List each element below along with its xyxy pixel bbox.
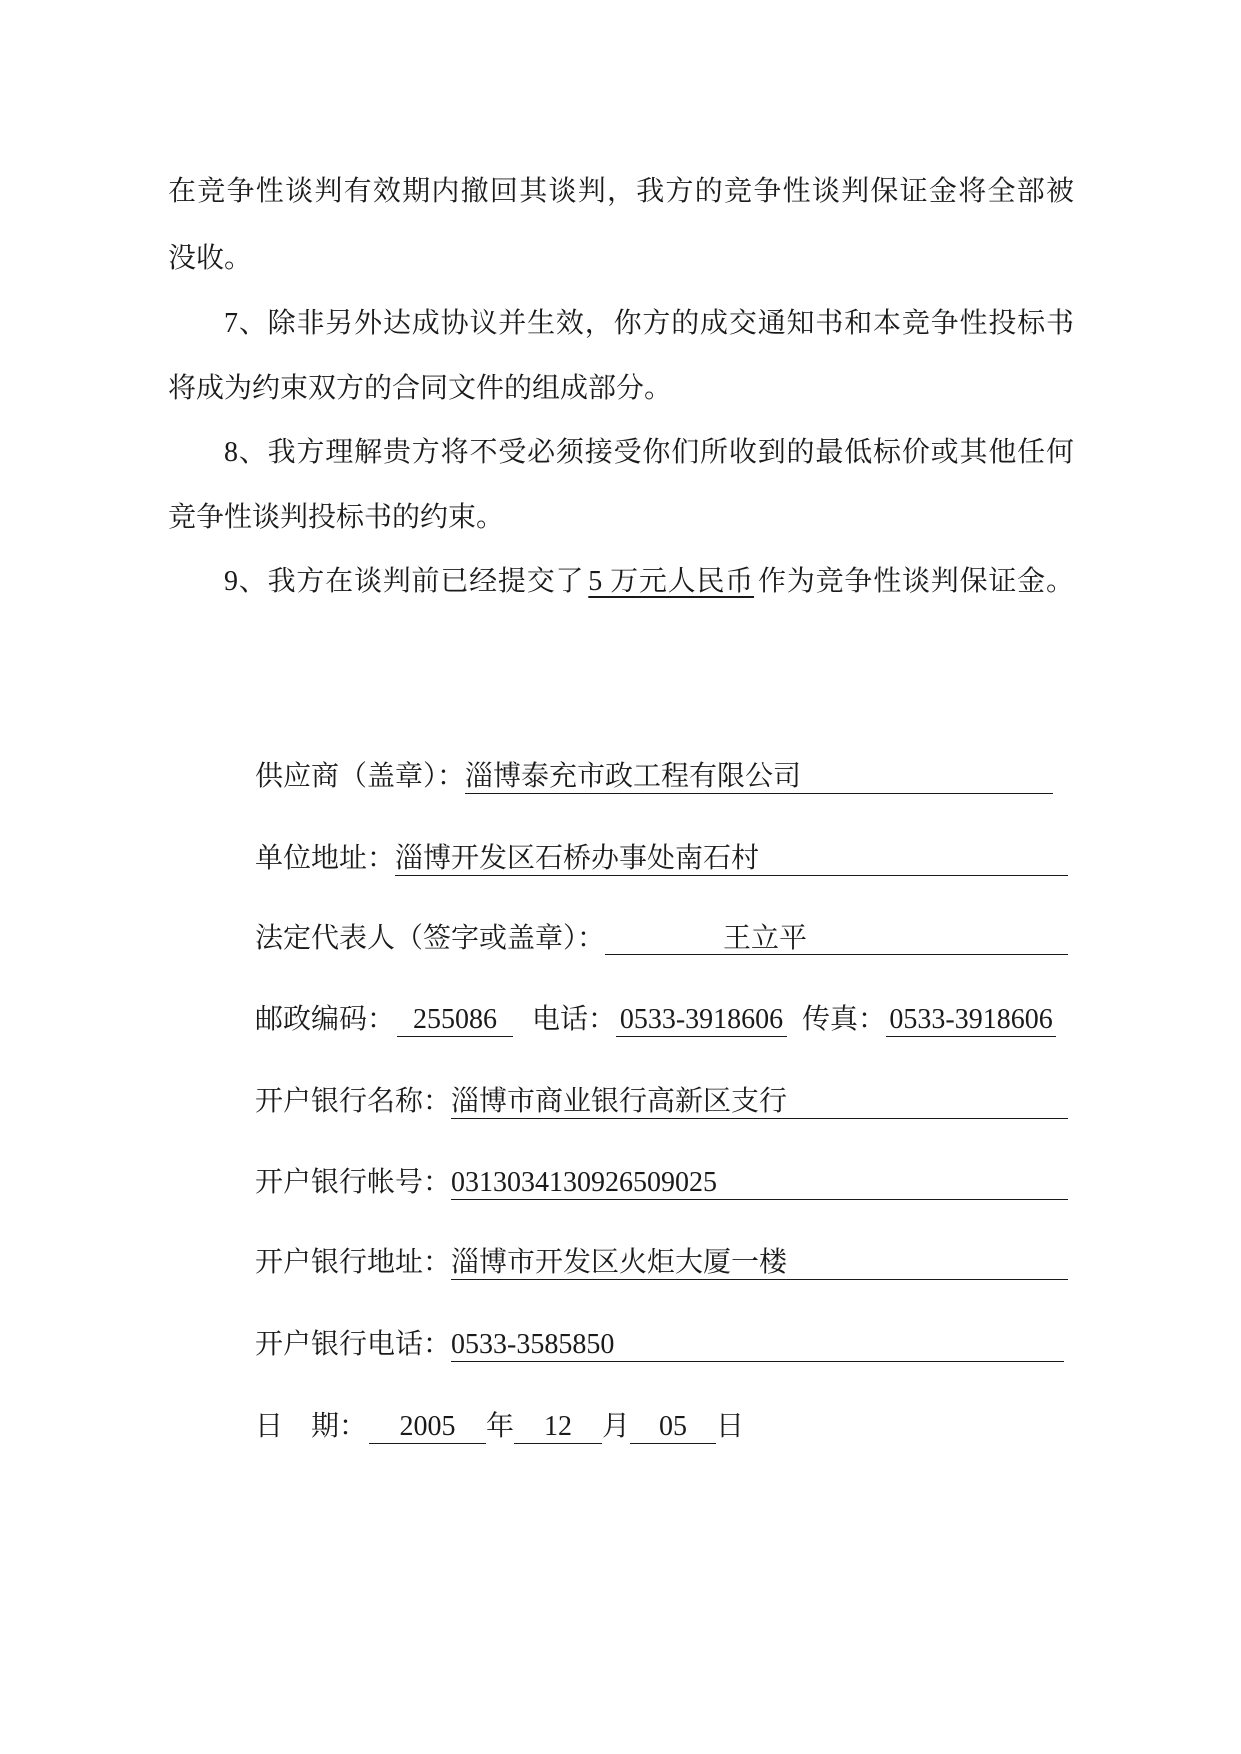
bank-name-label: 开户银行名称： (255, 1086, 452, 1117)
date-year: 2005 (369, 1411, 486, 1444)
legal-representative-signature: 王立平 (605, 923, 1068, 955)
clause-6-line-2: 没收。 (168, 243, 253, 274)
clause-7-line-2: 将成为约束双方的合同文件的组成部分。 (168, 373, 673, 404)
fax-value: 0533-3918606 (886, 1004, 1056, 1037)
bank-name-value: 淄博市商业银行高新区支行 (451, 1086, 1068, 1119)
legal-representative-label: 法定代表人（签字或盖章）： (255, 923, 606, 954)
bank-phone-label: 开户银行电话： (255, 1329, 452, 1360)
clause-8-line-2: 竞争性谈判投标书的约束。 (168, 502, 505, 533)
clause-9-suffix: 作为竞争性谈判保证金。 (758, 566, 1074, 597)
bank-phone-value: 0533-3585850 (451, 1329, 1064, 1362)
unit-address-label: 单位地址： (255, 843, 396, 874)
date-month: 12 (514, 1411, 602, 1444)
phone-value: 0533-3918606 (616, 1004, 787, 1037)
legal-representative-row (255, 921, 1068, 957)
date-month-unit: 月 (602, 1411, 631, 1442)
date-day-unit: 日 (716, 1411, 745, 1442)
postcode-label: 邮政编码： (255, 1004, 396, 1035)
clause-9-prefix: 9、我方在谈判前已经提交了 (224, 566, 585, 597)
supplier-value: 淄博泰充市政工程有限公司 (465, 761, 1053, 794)
date-day: 05 (630, 1411, 716, 1444)
fax-label: 传真： (802, 1004, 887, 1035)
postcode-value: 255086 (397, 1004, 513, 1037)
bank-account-value: 0313034130926509025 (451, 1167, 1068, 1200)
bank-phone-row (255, 1327, 1064, 1363)
clause-7-line-1: 7、除非另外达成协议并生效，你方的成交通知书和本竞争性投标书 (224, 308, 1074, 339)
date-row (255, 1409, 744, 1445)
unit-address-row (255, 841, 1068, 877)
date-year-unit: 年 (486, 1411, 515, 1442)
clause-9 (224, 562, 1074, 602)
supplier-row (255, 759, 1053, 795)
clause-8-line-1: 8、我方理解贵方将不受必须接受你们所收到的最低标价或其他任何 (224, 437, 1074, 468)
bank-account-label: 开户银行帐号： (255, 1167, 452, 1198)
phone-label: 电话： (532, 1004, 617, 1035)
clause-6-line-1: 在竞争性谈判有效期内撤回其谈判，我方的竞争性谈判保证金将全部被 (168, 176, 1074, 207)
date-label: 日 期： (255, 1411, 368, 1442)
contact-row (255, 1002, 1056, 1038)
unit-address-value: 淄博开发区石桥办事处南石村 (395, 843, 1068, 876)
supplier-label: 供应商（盖章）： (255, 761, 466, 792)
bank-address-row (255, 1245, 1068, 1281)
bank-account-row (255, 1165, 1068, 1201)
bank-name-row (255, 1084, 1068, 1120)
deposit-amount: 5 万元人民币 (588, 566, 755, 597)
bank-address-value: 淄博市开发区火炬大厦一楼 (451, 1247, 1068, 1280)
bank-address-label: 开户银行地址： (255, 1247, 452, 1278)
